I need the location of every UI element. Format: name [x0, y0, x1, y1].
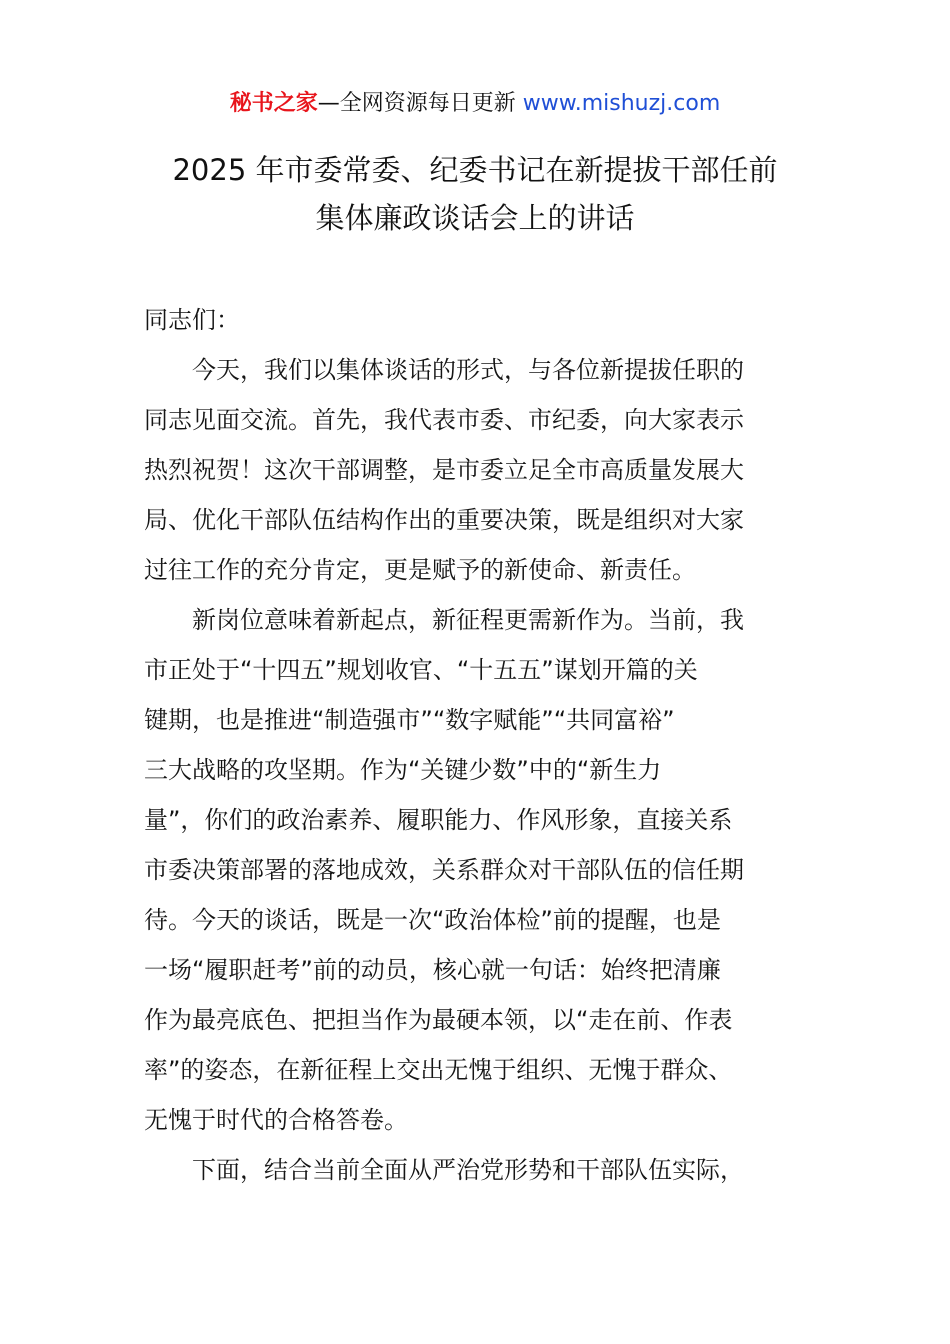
salutation: 同志们：: [144, 306, 240, 334]
paragraph-line: 下面，结合当前全面从严治党形势和干部队伍实际，: [192, 1156, 744, 1184]
paragraph-line: 新岗位意味着新起点，新征程更需新作为。当前，我: [192, 606, 744, 634]
paragraph-line: 量”，你们的政治素养、履职能力、作风形象，直接关系: [144, 806, 733, 834]
paragraph-line: 一场“履职赶考”前的动员，核心就一句话：始终把清廉: [144, 956, 721, 984]
title-line-2: 集体廉政谈话会上的讲话: [315, 201, 635, 235]
paragraph-line: 率”的姿态，在新征程上交出无愧于组织、无愧于群众、: [144, 1056, 733, 1084]
paragraph-line: 同志见面交流。首先，我代表市委、市纪委，向大家表示: [144, 406, 744, 434]
paragraph-line: 热烈祝贺！这次干部调整，是市委立足全市高质量发展大: [144, 456, 744, 484]
paragraph-line: 市正处于“十四五”规划收官、“十五五”谋划开篇的关: [144, 656, 698, 684]
paragraph-line: 今天，我们以集体谈话的形式，与各位新提拔任职的: [192, 356, 744, 384]
paragraph-line: 键期，也是推进“制造强市”“数字赋能”“共同富裕”: [144, 706, 675, 734]
paragraph-line: 市委决策部署的落地成效，关系群众对干部队伍的信任期: [144, 856, 744, 884]
paragraph-line: 无愧于时代的合格答卷。: [144, 1106, 408, 1134]
site-tagline: —全网资源每日更新: [317, 91, 523, 116]
site-url-link[interactable]: www.mishuzj.com: [522, 91, 721, 116]
paragraph-line: 作为最亮底色、把担当作为最硬本领，以“走在前、作表: [144, 1006, 733, 1034]
paragraph-line: 待。今天的谈话，既是一次“政治体检”前的提醒，也是: [144, 906, 721, 934]
paragraph-line: 三大战略的攻坚期。作为“关键少数”中的“新生力: [144, 756, 662, 784]
title-line-1: 2025 年市委常委、纪委书记在新提拔干部任前: [172, 153, 778, 187]
paragraph-1: [144, 345, 810, 595]
site-brand: 秘书之家: [229, 91, 318, 116]
document-title: [95, 146, 855, 242]
paragraph-line: 过往工作的充分肯定，更是赋予的新使命、新责任。: [144, 556, 696, 584]
paragraph-line: 局、优化干部队伍结构作出的重要决策，既是组织对大家: [144, 506, 744, 534]
paragraph-2: [144, 595, 810, 1145]
paragraph-3: [144, 1145, 810, 1195]
site-header: [0, 88, 950, 120]
document-body: [144, 295, 810, 1195]
